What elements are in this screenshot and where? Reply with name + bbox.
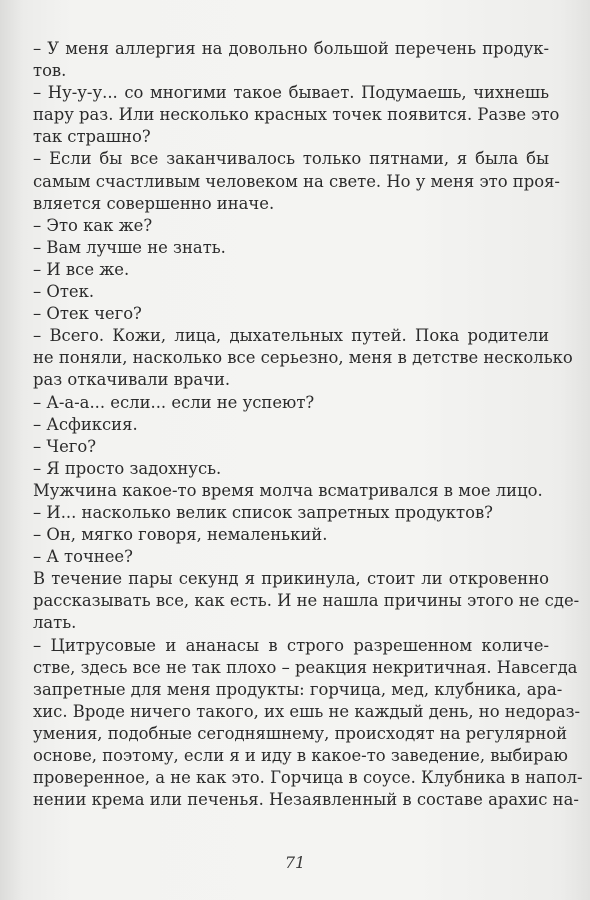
text-line: Мужчина какое-то время молча всматривался в мое лицо. [33, 480, 543, 500]
text-line: – И все же. [33, 259, 130, 279]
text-line: – Чего? [33, 436, 97, 456]
text-line: стве, здесь все не так плохо – реакция некритичная. Навсегда [33, 657, 578, 677]
text-line: основе, поэтому, если я и иду в какое-то заведение, выбираю [33, 746, 568, 765]
text-line: В течение пары секунд я прикинула, стоит ли откровенно [33, 569, 549, 589]
text-line: раз откачивали врачи. [33, 370, 231, 390]
text-line: – Это как же? [33, 215, 153, 235]
text-line: – Асфиксия. [33, 414, 138, 434]
text-line: запретные для меня продукты: горчица, мед, клубника, ара- [33, 679, 563, 699]
text-line: нении крема или печенья. Незаявленный в составе арахис на- [33, 790, 579, 810]
text-line: – Всего. Кожи, лица, дыхательных путей. Пока родители [33, 326, 549, 346]
text-line: – А-а-а... если... если не успеют? [33, 392, 315, 412]
text-line: – Отек. [33, 282, 95, 302]
text-line: тов. [33, 61, 67, 81]
text-line: – Он, мягко говоря, немаленький. [33, 525, 328, 545]
text-line: – У меня аллергия на довольно большой перечень продук- [33, 39, 549, 58]
text-line: – А точнее? [33, 547, 133, 567]
text-line: умения, подобные сегодняшнему, происходят на регулярной [33, 723, 568, 743]
body-text [33, 38, 583, 811]
text-line: – И... насколько велик список запретных продуктов? [33, 502, 493, 522]
text-line: – Ну-у-у... со многими такое бывает. Подумаешь, чихнешь [33, 83, 549, 103]
text-line: – Вам лучше не знать. [33, 237, 226, 257]
text-line: так страшно? [33, 127, 151, 147]
text-line: пару раз. Или несколько красных точек появится. Разве это [33, 105, 560, 125]
text-line: самым счастливым человеком на свете. Но у меня это проя- [33, 171, 560, 191]
text-line: – Цитрусовые и ананасы в строго разрешенном количе- [33, 635, 549, 655]
text-line: не поняли, насколько все серьезно, меня в детстве несколько [33, 348, 573, 368]
text-line: проверенное, а не как это. Горчица в соусе. Клубника в напол- [33, 768, 583, 788]
page-number: 71 [284, 853, 306, 872]
text-line: лать. [33, 613, 77, 633]
text-line: – Если бы все заканчивалось только пятнами, я была бы [33, 149, 549, 169]
text-line: – Отек чего? [33, 304, 142, 324]
text-line: рассказывать все, как есть. И не нашла причины этого не сде- [33, 591, 580, 611]
text-line: вляется совершенно иначе. [33, 193, 275, 213]
text-line: – Я просто задохнусь. [33, 458, 222, 478]
text-line: хис. Вроде ничего такого, их ешь не каждый день, но недораз- [33, 701, 581, 721]
